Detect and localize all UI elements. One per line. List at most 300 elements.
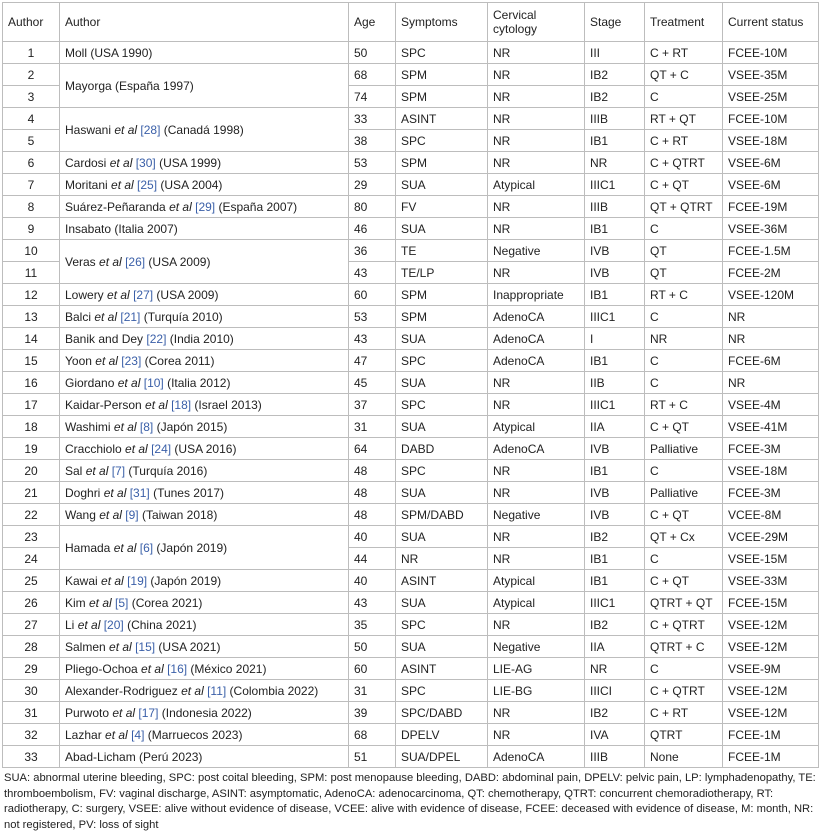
- table-row: [3, 526, 819, 548]
- case-number-cell: 14: [3, 328, 60, 350]
- cytology-cell: NR: [488, 702, 585, 724]
- author-text: Pliego-Ochoa: [65, 661, 142, 676]
- cytology-cell: Negative: [488, 636, 585, 658]
- author-text: (Indonesia 2022): [158, 705, 252, 720]
- reference-link[interactable]: [15]: [135, 639, 156, 654]
- et-al-text: et al: [117, 375, 141, 390]
- author-text: (Italia 2012): [163, 375, 231, 390]
- cytology-cell: Atypical: [488, 592, 585, 614]
- status-cell: VSEE-33M: [723, 570, 819, 592]
- status-cell: FCEE-1M: [723, 746, 819, 768]
- treatment-cell: C + RT: [645, 702, 723, 724]
- symptoms-cell: SPC: [396, 680, 488, 702]
- cytology-cell: NR: [488, 372, 585, 394]
- table-row: [3, 482, 819, 504]
- status-cell: VSEE-12M: [723, 636, 819, 658]
- age-cell: 35: [349, 614, 396, 636]
- et-al-text: et al: [99, 254, 122, 269]
- et-al-text: et al: [109, 155, 133, 170]
- reference-link[interactable]: [19]: [127, 573, 148, 588]
- author-text: (Colombia 2022): [226, 683, 319, 698]
- table-row: [3, 306, 819, 328]
- reference-link[interactable]: [20]: [103, 617, 124, 632]
- treatment-cell: None: [645, 746, 723, 768]
- stage-cell: IIIB: [585, 746, 645, 768]
- table-row: [3, 680, 819, 702]
- cytology-cell: NR: [488, 86, 585, 108]
- case-number-cell: 1: [3, 42, 60, 64]
- treatment-cell: C: [645, 86, 723, 108]
- table-body: [3, 42, 819, 768]
- reference-link[interactable]: [7]: [111, 463, 126, 478]
- case-number-cell: 27: [3, 614, 60, 636]
- et-al-text: et al: [112, 705, 136, 720]
- status-cell: NR: [723, 372, 819, 394]
- table-row: [3, 152, 819, 174]
- case-number-cell: 28: [3, 636, 60, 658]
- et-al-text: et al: [109, 639, 132, 654]
- author-cell: [60, 196, 349, 218]
- stage-cell: IB2: [585, 64, 645, 86]
- author-text: (USA 2009): [145, 254, 211, 269]
- table-row: [3, 416, 819, 438]
- author-text: Cardosi: [65, 155, 110, 170]
- reference-link[interactable]: [24]: [151, 441, 172, 456]
- case-number-cell: 31: [3, 702, 60, 724]
- age-cell: 47: [349, 350, 396, 372]
- status-cell: VSEE-12M: [723, 614, 819, 636]
- symptoms-cell: SUA: [396, 636, 488, 658]
- table-row: [3, 570, 819, 592]
- author-text: (Corea 2021): [128, 595, 203, 610]
- table-row: [3, 724, 819, 746]
- author-cell: [60, 504, 349, 526]
- age-cell: 43: [349, 262, 396, 284]
- author-cell: [60, 680, 349, 702]
- reference-link[interactable]: [25]: [137, 177, 158, 192]
- treatment-cell: C: [645, 658, 723, 680]
- author-cell: [60, 284, 349, 306]
- reference-link[interactable]: [5]: [115, 595, 129, 610]
- author-text: (USA 2004): [157, 177, 223, 192]
- author-cell: [60, 724, 349, 746]
- reference-link[interactable]: [8]: [139, 419, 154, 434]
- treatment-cell: C + QT: [645, 174, 723, 196]
- author-text: Haswani: [65, 122, 115, 137]
- symptoms-cell: SPC: [396, 130, 488, 152]
- age-cell: 44: [349, 548, 396, 570]
- author-cell: [60, 636, 349, 658]
- table-row: [3, 658, 819, 680]
- case-number-cell: 8: [3, 196, 60, 218]
- treatment-cell: RT + C: [645, 284, 723, 306]
- age-cell: 68: [349, 64, 396, 86]
- stage-cell: IB1: [585, 570, 645, 592]
- cytology-cell: NR: [488, 526, 585, 548]
- cytology-cell: Negative: [488, 240, 585, 262]
- stage-cell: I: [585, 328, 645, 350]
- symptoms-cell: TE/LP: [396, 262, 488, 284]
- reference-link[interactable]: [26]: [125, 254, 146, 269]
- et-al-text: et al: [95, 353, 118, 368]
- case-number-cell: 7: [3, 174, 60, 196]
- symptoms-cell: ASINT: [396, 570, 488, 592]
- author-cell: [60, 658, 349, 680]
- et-al-text: et al: [145, 397, 168, 412]
- stage-cell: IB2: [585, 86, 645, 108]
- status-cell: VSEE-9M: [723, 658, 819, 680]
- case-number-cell: 10: [3, 240, 60, 262]
- cytology-cell: NR: [488, 196, 585, 218]
- treatment-cell: C: [645, 306, 723, 328]
- stage-cell: III: [585, 42, 645, 64]
- cytology-cell: NR: [488, 394, 585, 416]
- symptoms-cell: SPC/DABD: [396, 702, 488, 724]
- stage-cell: IIA: [585, 416, 645, 438]
- author-text: Suárez-Peñaranda: [65, 199, 170, 214]
- status-cell: FCEE-2M: [723, 262, 819, 284]
- header-cell: Author: [3, 3, 60, 42]
- treatment-cell: C: [645, 548, 723, 570]
- author-text: Yoon: [65, 353, 96, 368]
- treatment-cell: C + QTRT: [645, 680, 723, 702]
- author-text: (USA 2009): [153, 287, 219, 302]
- symptoms-cell: ASINT: [396, 108, 488, 130]
- treatment-cell: QTRT: [645, 724, 723, 746]
- cytology-cell: AdenoCA: [488, 306, 585, 328]
- author-text: (México 2021): [187, 661, 267, 676]
- reference-link[interactable]: [18]: [171, 397, 192, 412]
- symptoms-cell: SUA: [396, 482, 488, 504]
- status-cell: FCEE-10M: [723, 42, 819, 64]
- symptoms-cell: SPM: [396, 64, 488, 86]
- header-cell: Cervical cytology: [488, 3, 585, 42]
- et-al-text: et al: [101, 573, 124, 588]
- stage-cell: IVB: [585, 438, 645, 460]
- treatment-cell: RT + C: [645, 394, 723, 416]
- stage-cell: IB2: [585, 526, 645, 548]
- et-al-text: et al: [89, 595, 112, 610]
- author-text: Purwoto: [65, 705, 113, 720]
- symptoms-cell: SPC: [396, 394, 488, 416]
- age-cell: 53: [349, 152, 396, 174]
- cytology-cell: AdenoCA: [488, 328, 585, 350]
- status-cell: VSEE-4M: [723, 394, 819, 416]
- cytology-cell: Inappropriate: [488, 284, 585, 306]
- case-number-cell: 29: [3, 658, 60, 680]
- status-cell: VSEE-12M: [723, 702, 819, 724]
- symptoms-cell: SPC: [396, 614, 488, 636]
- et-al-text: et al: [103, 485, 127, 500]
- symptoms-cell: SPC: [396, 460, 488, 482]
- status-cell: FCEE-3M: [723, 482, 819, 504]
- stage-cell: IB1: [585, 350, 645, 372]
- author-cell: [60, 350, 349, 372]
- table-footnote: SUA: abnormal uterine bleeding, SPC: post coital bleeding, SPM: post menopause bleeding, DABD: abdominal pain, DPELV: pelvic pain, LP: lymphadenopathy, TE: thromboembolism, FV: vaginal discharge, ASINT: asymptomatic, AdenoCA: adenocarcinoma, QT: chemotherapy, QTRT: concurrent chemoradiotherapy, RT: radiotherapy, C: surgery, VSEE: alive without evidence of disease, VCEE: alive with evidence of disease, FCEE: deceased with evidence of disease, M: month, NR: not registered, PV: loss of sight: [4, 772, 816, 832]
- status-cell: VSEE-12M: [723, 680, 819, 702]
- author-text: Kawai: [65, 573, 102, 588]
- table-row: [3, 504, 819, 526]
- symptoms-cell: SPC: [396, 42, 488, 64]
- age-cell: 48: [349, 460, 396, 482]
- reference-link[interactable]: [30]: [135, 155, 156, 170]
- symptoms-cell: SPM: [396, 152, 488, 174]
- author-text: Sal: [65, 463, 86, 478]
- treatment-cell: C + RT: [645, 130, 723, 152]
- author-text: (India 2010): [166, 331, 234, 346]
- case-number-cell: 22: [3, 504, 60, 526]
- status-cell: VCEE-8M: [723, 504, 819, 526]
- age-cell: 36: [349, 240, 396, 262]
- stage-cell: IB1: [585, 284, 645, 306]
- case-number-cell: 17: [3, 394, 60, 416]
- table-row: [3, 196, 819, 218]
- author-text: (Taiwan 2018): [138, 507, 218, 522]
- cytology-cell: Atypical: [488, 570, 585, 592]
- case-number-cell: 15: [3, 350, 60, 372]
- author-text: (Turquía 2016): [125, 463, 208, 478]
- reference-link[interactable]: [11]: [207, 683, 227, 698]
- author-text: (Tunes 2017): [149, 485, 224, 500]
- table-row: [3, 438, 819, 460]
- treatment-cell: NR: [645, 328, 723, 350]
- symptoms-cell: SUA: [396, 328, 488, 350]
- symptoms-cell: SPM: [396, 284, 488, 306]
- age-cell: 43: [349, 592, 396, 614]
- author-text: Moll (USA 1990): [65, 45, 153, 60]
- symptoms-cell: ASINT: [396, 658, 488, 680]
- reference-link[interactable]: [22]: [146, 331, 167, 346]
- et-al-text: et al: [94, 309, 118, 324]
- author-text: Veras: [65, 254, 100, 269]
- stage-cell: IVB: [585, 482, 645, 504]
- et-al-text: et al: [113, 540, 137, 555]
- reference-link[interactable]: [23]: [121, 353, 142, 368]
- author-cell: [60, 460, 349, 482]
- et-al-text: et al: [125, 441, 148, 456]
- reference-link[interactable]: [28]: [140, 122, 161, 137]
- treatment-cell: C + QT: [645, 416, 723, 438]
- stage-cell: NR: [585, 658, 645, 680]
- author-cell: [60, 328, 349, 350]
- reference-link[interactable]: [16]: [167, 661, 188, 676]
- status-cell: NR: [723, 328, 819, 350]
- reference-link[interactable]: [9]: [125, 507, 139, 522]
- cytology-cell: AdenoCA: [488, 746, 585, 768]
- treatment-cell: C: [645, 350, 723, 372]
- table-row: [3, 328, 819, 350]
- author-text: Balci: [65, 309, 95, 324]
- stage-cell: IIIC1: [585, 592, 645, 614]
- author-text: Wang: [65, 507, 100, 522]
- reference-link[interactable]: [31]: [129, 485, 150, 500]
- age-cell: 60: [349, 284, 396, 306]
- stage-cell: IIIC1: [585, 174, 645, 196]
- et-al-text: et al: [114, 122, 138, 137]
- stage-cell: IB2: [585, 702, 645, 724]
- author-cell: [60, 702, 349, 724]
- et-al-text: et al: [85, 463, 109, 478]
- case-number-cell: 33: [3, 746, 60, 768]
- age-cell: 31: [349, 416, 396, 438]
- reference-link[interactable]: [29]: [195, 199, 216, 214]
- author-text: (China 2021): [123, 617, 197, 632]
- case-number-cell: 30: [3, 680, 60, 702]
- case-report-table: [2, 2, 819, 768]
- treatment-cell: C: [645, 372, 723, 394]
- author-cell: [60, 42, 349, 64]
- author-cell: [60, 152, 349, 174]
- case-number-cell: 16: [3, 372, 60, 394]
- stage-cell: IIIC1: [585, 394, 645, 416]
- table-row: [3, 174, 819, 196]
- author-cell: [60, 592, 349, 614]
- author-cell: [60, 570, 349, 592]
- author-text: Abad-Licham (Perú 2023): [65, 749, 203, 764]
- header-cell: Symptoms: [396, 3, 488, 42]
- table-header: [3, 3, 819, 42]
- table-row: [3, 240, 819, 262]
- author-text: Alexander-Rodriguez: [65, 683, 182, 698]
- author-cell: [60, 306, 349, 328]
- cytology-cell: NR: [488, 460, 585, 482]
- et-al-text: et al: [181, 683, 204, 698]
- case-number-cell: 18: [3, 416, 60, 438]
- symptoms-cell: SPM: [396, 306, 488, 328]
- age-cell: 50: [349, 636, 396, 658]
- et-al-text: et al: [77, 617, 101, 632]
- symptoms-cell: DPELV: [396, 724, 488, 746]
- header-cell: Age: [349, 3, 396, 42]
- author-text: (Marruecos 2023): [144, 727, 243, 742]
- status-cell: VSEE-25M: [723, 86, 819, 108]
- author-text: Doghri: [65, 485, 104, 500]
- reference-link[interactable]: [27]: [133, 287, 154, 302]
- case-number-cell: 13: [3, 306, 60, 328]
- author-text: Cracchiolo: [65, 441, 126, 456]
- symptoms-cell: TE: [396, 240, 488, 262]
- age-cell: 39: [349, 702, 396, 724]
- author-cell: [60, 64, 349, 108]
- treatment-cell: C + QT: [645, 570, 723, 592]
- author-cell: [60, 240, 349, 284]
- stage-cell: IVA: [585, 724, 645, 746]
- status-cell: VSEE-18M: [723, 460, 819, 482]
- case-number-cell: 11: [3, 262, 60, 284]
- author-text: (España 2007): [215, 199, 298, 214]
- author-text: (USA 1999): [155, 155, 222, 170]
- author-text: Hamada: [65, 540, 114, 555]
- symptoms-cell: SUA/DPEL: [396, 746, 488, 768]
- author-cell: [60, 218, 349, 240]
- symptoms-cell: SPM: [396, 86, 488, 108]
- stage-cell: IIIB: [585, 196, 645, 218]
- author-text: Washimi: [65, 419, 114, 434]
- et-al-text: et al: [169, 199, 192, 214]
- symptoms-cell: FV: [396, 196, 488, 218]
- cytology-cell: Atypical: [488, 174, 585, 196]
- stage-cell: IVB: [585, 240, 645, 262]
- age-cell: 80: [349, 196, 396, 218]
- table-row: [3, 746, 819, 768]
- author-cell: [60, 394, 349, 416]
- table-row: [3, 42, 819, 64]
- symptoms-cell: SUA: [396, 416, 488, 438]
- treatment-cell: QT: [645, 240, 723, 262]
- case-number-cell: 25: [3, 570, 60, 592]
- status-cell: VSEE-6M: [723, 152, 819, 174]
- cytology-cell: NR: [488, 614, 585, 636]
- case-number-cell: 12: [3, 284, 60, 306]
- author-text: (Japón 2015): [153, 419, 228, 434]
- case-number-cell: 23: [3, 526, 60, 548]
- treatment-cell: QTRT + C: [645, 636, 723, 658]
- case-number-cell: 26: [3, 592, 60, 614]
- author-cell: [60, 482, 349, 504]
- case-number-cell: 5: [3, 130, 60, 152]
- treatment-cell: Palliative: [645, 482, 723, 504]
- author-text: (USA 2021): [155, 639, 221, 654]
- table-row: [3, 592, 819, 614]
- author-cell: [60, 438, 349, 460]
- cytology-cell: NR: [488, 108, 585, 130]
- treatment-cell: C + QT: [645, 504, 723, 526]
- age-cell: 40: [349, 570, 396, 592]
- status-cell: FCEE-6M: [723, 350, 819, 372]
- cytology-cell: Negative: [488, 504, 585, 526]
- case-number-cell: 32: [3, 724, 60, 746]
- status-cell: FCEE-3M: [723, 438, 819, 460]
- symptoms-cell: DABD: [396, 438, 488, 460]
- author-text: Lazhar: [65, 727, 106, 742]
- stage-cell: IIIC1: [585, 306, 645, 328]
- symptoms-cell: SUA: [396, 526, 488, 548]
- table-row: [3, 64, 819, 86]
- reference-link[interactable]: [17]: [138, 705, 159, 720]
- treatment-cell: Palliative: [645, 438, 723, 460]
- reference-link[interactable]: [4]: [131, 727, 145, 742]
- cytology-cell: NR: [488, 548, 585, 570]
- age-cell: 68: [349, 724, 396, 746]
- symptoms-cell: SPM/DABD: [396, 504, 488, 526]
- table-row: [3, 350, 819, 372]
- author-text: (Japón 2019): [147, 573, 222, 588]
- author-text: Insabato (Italia 2007): [65, 221, 178, 236]
- age-cell: 43: [349, 328, 396, 350]
- case-number-cell: 2: [3, 64, 60, 86]
- header-cell: Author: [60, 3, 349, 42]
- author-text: (Canadá 1998): [160, 122, 244, 137]
- et-al-text: et al: [99, 507, 122, 522]
- reference-link[interactable]: [21]: [120, 309, 141, 324]
- table-row: [3, 636, 819, 658]
- age-cell: 60: [349, 658, 396, 680]
- status-cell: FCEE-1.5M: [723, 240, 819, 262]
- symptoms-cell: SPC: [396, 350, 488, 372]
- table-row: [3, 702, 819, 724]
- et-al-text: et al: [107, 287, 130, 302]
- table-row: [3, 284, 819, 306]
- reference-link[interactable]: [10]: [143, 375, 164, 390]
- age-cell: 46: [349, 218, 396, 240]
- symptoms-cell: SUA: [396, 372, 488, 394]
- stage-cell: IB1: [585, 130, 645, 152]
- author-text: Salmen: [65, 639, 110, 654]
- cytology-cell: LIE-BG: [488, 680, 585, 702]
- author-text: Kaidar-Person: [65, 397, 146, 412]
- reference-link[interactable]: [6]: [139, 540, 154, 555]
- age-cell: 51: [349, 746, 396, 768]
